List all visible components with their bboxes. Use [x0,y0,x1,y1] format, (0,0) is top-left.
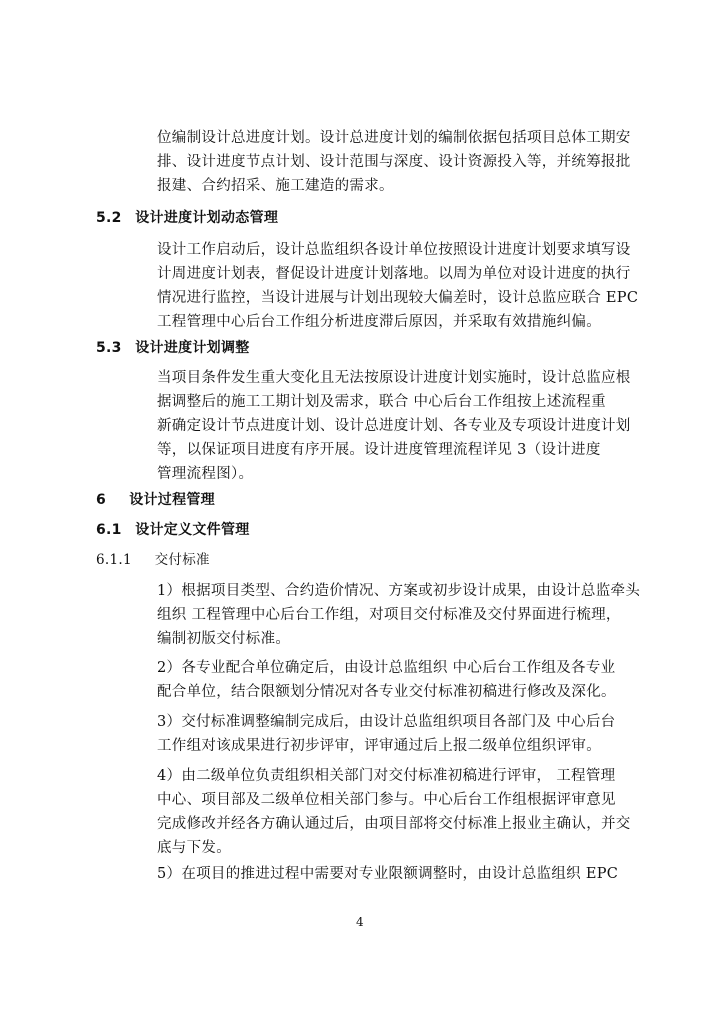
paragraph-line: 当项目条件发生重大变化且无法按原设计进度计划实施时，设计总监应根 [157,370,631,386]
section-heading-6 [96,490,215,510]
section-heading-5-3 [96,338,250,358]
paragraph-line: 报建、合约招采、施工建造的需求。 [157,178,394,194]
paragraph-line: 管理流程图）。 [157,466,254,482]
section-title: 设计定义文件管理 [135,522,250,538]
paragraph-line: 工程管理中心后台工作组分析进度滞后原因，并采取有效措施纠偏。 [157,314,601,330]
section-number: 6 [96,492,107,508]
section-title: 交付标准 [154,552,210,568]
section-title: 设计进度计划动态管理 [135,210,279,226]
list-item-line: 工作组对该成果进行初步评审，评审通过后上报二级单位组织评审。 [157,738,601,754]
paragraph-line: 计周进度计划表，督促设计进度计划落地。以周为单位对设计进度的执行 [157,266,631,282]
list-item-line: 组织 工程管理中心后台工作组，对项目交付标准及交付界面进行梳理， [157,607,621,623]
section-title: 设计进度计划调整 [135,340,250,356]
list-item-line: 4）由二级单位负责组织相关部门对交付标准初稿进行评审， 工程管理 [157,768,616,784]
paragraph-line: 据调整后的施工工期计划及需求，联合 中心后台工作组按上述流程重 [157,394,606,410]
section-number: 5.2 [96,210,122,226]
list-item-line: 3）交付标准调整编制完成后，由设计总监组织项目各部门及 中心后台 [157,714,616,730]
paragraph-line: 新确定设计节点进度计划、设计总进度计划、各专业及专项设计进度计划 [157,418,631,434]
section-title: 设计过程管理 [129,492,215,508]
paragraph-line: 位编制设计总进度计划。设计总进度计划的编制依据包括项目总体工期安 [157,130,631,146]
list-item-line: 5）在项目的推进过程中需要对专业限额调整时，由设计总监组织 EPC [157,866,619,882]
section-number: 5.3 [96,340,122,356]
list-item-line: 1）根据项目类型、合约造价情况、方案或初步设计成果，由设计总监牵头 [157,583,641,599]
list-item-line: 完成修改并经各方确认通过后，由项目部将交付标准上报业主确认，并交 [157,816,631,832]
section-heading-5-2 [96,208,278,228]
list-item-line: 配合单位，结合限额划分情况对各专业交付标准初稿进行修改及深化。 [157,684,616,700]
section-heading-6-1-1 [96,550,210,570]
paragraph-line: 情况进行监控，当设计进展与计划出现较大偏差时，设计总监应联合 EPC [157,290,639,306]
list-item-line: 底与下发。 [157,840,231,856]
list-item-line: 2）各专业配合单位确定后，由设计总监组织 中心后台工作组及各专业 [157,660,616,676]
paragraph-line: 排、设计进度节点计划、设计范围与深度、设计资源投入等，并统筹报批 [157,154,631,170]
page-number: 4 [356,915,364,929]
section-number: 6.1.1 [96,552,132,568]
paragraph-line: 等，以保证项目进度有序开展。设计进度管理流程详见 3（设计进度 [157,442,601,458]
list-item-line: 中心、项目部及二级单位相关部门参与。中心后台工作组根据评审意见 [157,792,616,808]
list-item-line: 编制初版交付标准。 [157,631,291,647]
section-number: 6.1 [96,522,122,538]
paragraph-line: 设计工作启动后，设计总监组织各设计单位按照设计进度计划要求填写设 [157,242,631,258]
section-heading-6-1 [96,520,250,540]
